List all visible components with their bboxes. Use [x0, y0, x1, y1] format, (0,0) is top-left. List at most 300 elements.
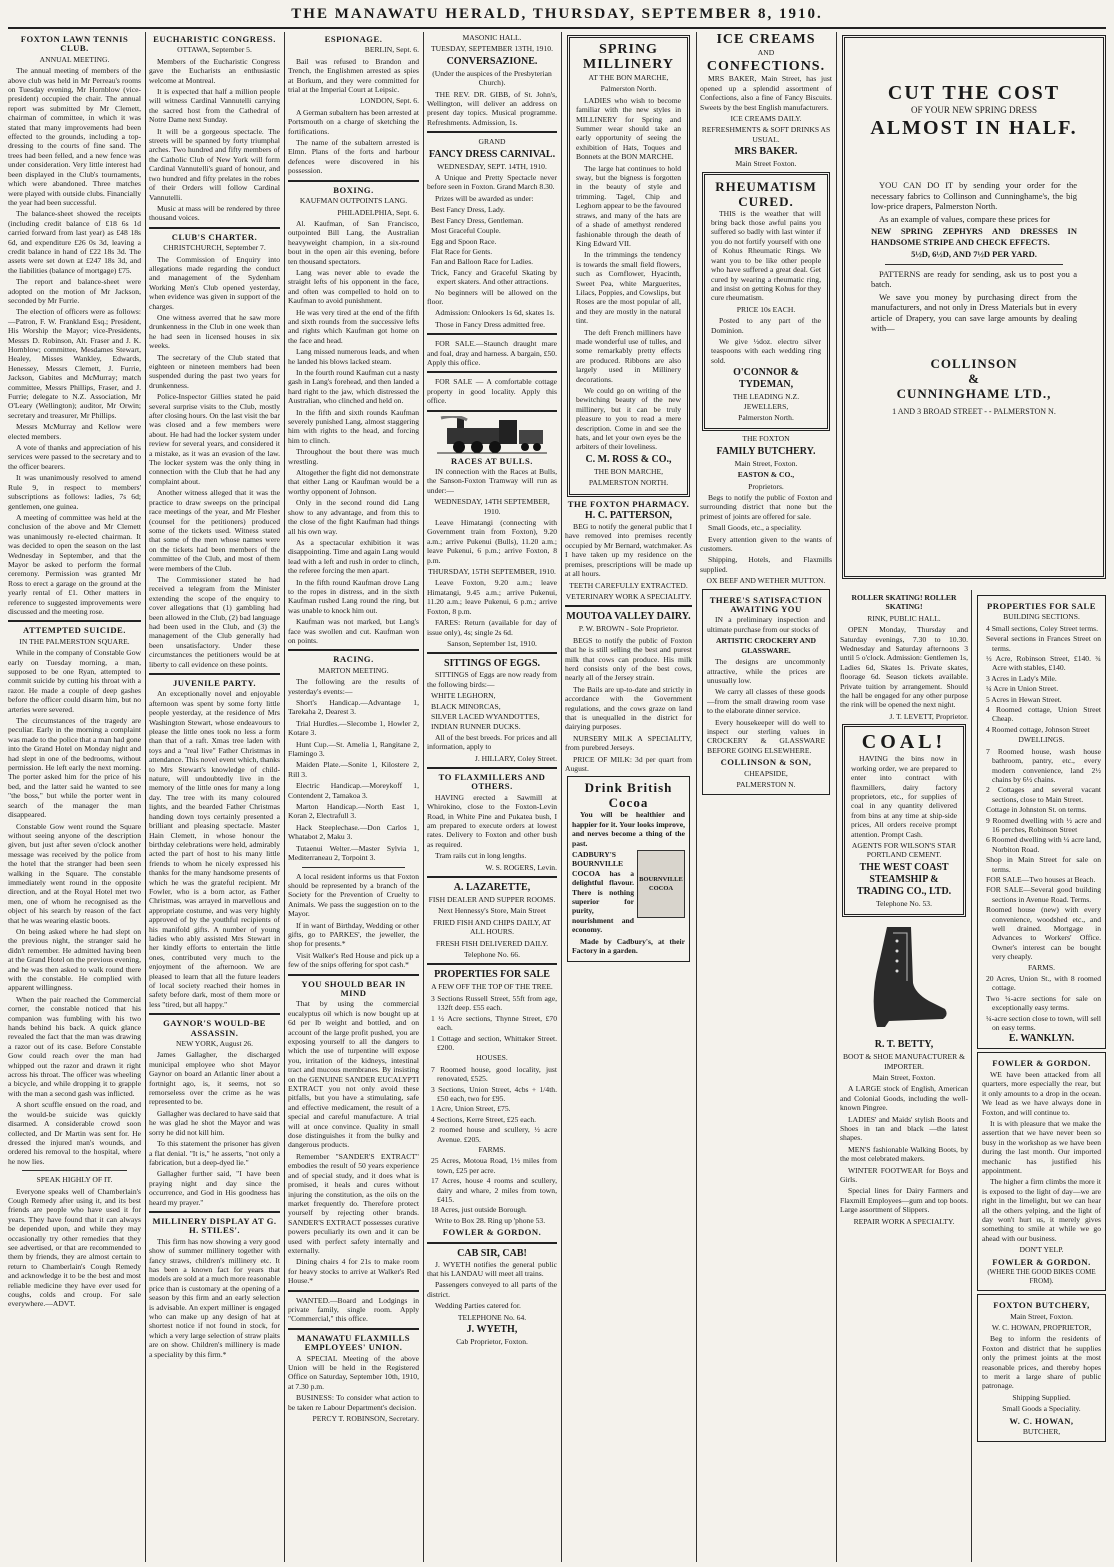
- article-headline: GAYNOR'S WOULD-BE ASSASSIN.: [163, 1018, 266, 1038]
- paragraph: Leave Foxton, 9.20 a.m.; leave Himatangi, 9.45 a.m.; arrive Pukenui, 11.20 a.m.; leave Pukenui, 6 p.m.; arrive Foxton, 8 p.m.: [427, 578, 557, 616]
- list-item: 1 Acre, Union Street, £75.: [431, 1104, 511, 1114]
- paragraph: Shipping, Hotels, and Flaxmills supplied.: [700, 555, 832, 574]
- paragraph: It is with pleasure that we make the assertion that we have never been so busy in the workshop as we have been during the last month. Our imported mechanic has justified his appointment.: [982, 1118, 1101, 1175]
- list-item: 1 Cottage and section, Whittaker Street. £200.: [431, 1033, 557, 1052]
- ad-line: BUTCHER,: [1022, 1427, 1061, 1437]
- ad-line: (WHERE THE GOOD BIKES COME FROM).: [987, 1268, 1096, 1285]
- column-rule: [836, 32, 837, 1562]
- paragraph: IN a preliminary inspection and ultimate purchase from our stocks of: [707, 615, 825, 634]
- paragraph: A Unique and Pretty Spectacle never before seen in Foxton. Grand March 8.30.: [427, 173, 557, 192]
- list-item: 4 Small sections, Coley Street terms.: [986, 623, 1098, 633]
- article-subhead: MARTON MEETING.: [318, 665, 389, 675]
- paragraph: THIS is the weather that will bring back those awful pains you suffered so badly with last winter if you do not fortify yourself with one of Kohus Rheumatic Rings. We want you to be like other people who have suffered a great deal. Get cured by wearing a rheumatic ring, and insist on getting Kohus for they cure rheumatism.: [711, 208, 821, 303]
- article-headline: EUCHARISTIC CONGRESS.: [153, 34, 276, 44]
- ad-line: Cab Proprietor, Foxton.: [456, 1337, 528, 1347]
- paragraph: It was unanimously resolved to amend Rule 9, in respect to members' subscriptions as follows: ladies, 7s 6d; gentlemen, one guinea.: [8, 473, 141, 511]
- paragraph: A German subaltern has been arrested at Portsmouth on a charge of sketching the fortifications.: [288, 107, 419, 136]
- paragraph: This firm has now showing a very good show of summer millinery together with fancy straws, children's millinery etc. It has been a known fact for years that models are sold at a much more reasonable price than is customary at the opening of a season by this firm and an early selection is advisable. An expert milliner is engaged who can make up any design of hat at shortest notice if not found in stock, for which a very large selection of straw plaits are on show. Children's millinery is made a speciality by this firm.*: [149, 1236, 280, 1359]
- notice-heading: MANAWATU FLAXMILLS EMPLOYEES' UNION.: [296, 1332, 411, 1353]
- paragraph: CADBURY'S BOURNVILLE COCOA has a delightful flavour. There is nothing superior for purity, nourishment and economy.: [572, 850, 634, 935]
- divider: [427, 410, 557, 412]
- ad-line: PALMERSTON NORTH.: [588, 478, 669, 488]
- divider: [427, 131, 557, 133]
- paragraph: YOU CAN DO IT by sending your order for the necessary fabrics to Collinson and Cunninghame's, the big low-price drapers, Palmerston North.: [871, 180, 1077, 212]
- paragraph: Passengers conveyed to all parts of the district.: [427, 1280, 557, 1299]
- ad-line: Main Street, Foxton.: [872, 1072, 936, 1082]
- collinson-cunninghame-ad: [842, 35, 1106, 579]
- race-result: Tutaenui Welter.—Master Sylvia 1, Mediterraneau 2, Torpoint 3.: [288, 843, 419, 863]
- paragraph: The secretary of the Club stated that eighteen or nineteen members had been suspended during the past two years for drunkenness.: [149, 352, 280, 390]
- column-7-lower: [840, 592, 968, 1562]
- ad-title: ALMOST IN HALF.: [870, 117, 1078, 140]
- drapery-ad-column: [840, 32, 1108, 587]
- ad-title: FOWLER & GORDON.: [992, 1058, 1091, 1069]
- ad-title: AND: [757, 48, 775, 57]
- paragraph: OPEN Monday, Thursday and Saturday evenings, 7.30 to 10.30. Wednesday and Saturday afternoons 3 until 5 o'clock. Admission: Gentlemen 1s, Ladies 6d, Skates 1s. Private skates, floorage 6d. Season tickets available. Private tuition by arrangement. Should the hall be engaged for any other purpose the rink will be opened the next night.: [840, 625, 968, 710]
- advertiser-name: A. LAZARETTE,: [453, 882, 531, 894]
- paragraph: The deft French milliners have made wonderful use of tulles, and some remarkably pretty effects are produced. Ribbons are also largely used in Millinery decorations.: [576, 327, 681, 384]
- ad-title: MOUTOA VALLEY DAIRY.: [566, 611, 691, 623]
- paragraph: BEGS to notify the public of Foxton that he is still selling the best and purest milk that cows can produce. His milk herd consists only of the best cows, nearly all of the Jersey strain.: [565, 635, 692, 683]
- ad-line: THE LEADING N.Z. JEWELLERS,: [732, 392, 800, 411]
- race-result: Marton Handicap.—North East 1, Koran 2, Electrafull 3.: [288, 802, 419, 821]
- paragraph: Lang was never able to evade the straight lefts of his opponent in the face, and often was compelled to hold on to Kaufman to avoid punishment.: [288, 267, 419, 306]
- paragraph: It is expected that half a million people will witness Cardinal Vannutelli carrying the sacred host from the Cathedral of Notre Dame next Sunday.: [149, 87, 280, 125]
- paragraph: In the fifth round Kaufman drove Lang to the ropes in distress, and in the sixth Kaufman rushed Lang round the ring, but was unable to knock him out.: [288, 577, 419, 615]
- ad-line: REFRESHMENTS & SOFT DRINKS AS USUAL.: [701, 125, 831, 144]
- paragraph: The name of the subaltern arrested is Elmn. Plans of the forts and harbour defences were discovered in his possession.: [288, 138, 419, 176]
- divider: [427, 652, 557, 654]
- paragraph: NEW SPRING ZEPHYRS AND DRESSES IN HANDSOME STRIPE AND CHECK EFFECTS.: [871, 226, 1077, 247]
- paragraph: LADIES' and Maids' stylish Boots and Shoes in tan and black —the latest shapes.: [840, 1114, 968, 1143]
- paragraph: Beg to inform the residents of Foxton and district that he supplies only the primest joints at the most reasonable prices, and thereby hopes to merit a large share of public patronage.: [982, 1334, 1101, 1391]
- paragraph: One witness averred that he saw more drunkenness in the Club in one week than he had seen in licensed houses in six weeks.: [149, 312, 280, 351]
- notice-heading: MASONIC HALL.: [462, 33, 522, 42]
- paragraph: Lang missed numerous leads, and when he landed his blows lacked steam.: [288, 347, 419, 366]
- column-rule: [971, 590, 972, 1562]
- paragraph: A LARGE stock of English, American and Colonial Goods, including the well-known Pingree.: [840, 1084, 968, 1113]
- masthead-rule: [8, 27, 1106, 29]
- paragraph: A SPECIAL Meeting of the above Union will be held in the Registered Office on Saturday, September 10th, 1910, at 7.30 p.m.: [288, 1353, 419, 1391]
- paragraph: PRICE OF MILK: 3d per quart from August.: [565, 754, 692, 773]
- paragraph: Altogether the fight did not demonstrate that either Lang or Kaufman would be a worthy opponent of Johnson.: [288, 468, 419, 496]
- paragraph: When the pair reached the Commercial corner, the constable noticed that his companion was fumbling with his two hands behind his back. A quick glance revealed the fact that the man was drawing a razor out of its case. Before Constable Gow could reach over the man had whipped out the razor and drawn it right across his throat. The officer was wheeling a bicycle, and while dropping it to grapple with the man a second gash was inflicted.: [8, 994, 141, 1098]
- divider: [288, 1328, 419, 1330]
- paragraph: A meeting of committee was held at the conclusion of the above and Mr Clemett was unanimously re-elected chairman. It was decided to open the season on the last Wednesday in September, and that the Mayor be asked to perform the formal ceremony. Permission was granted Mr Ross to erect a garage on the ground at the yearly rental of £1. Other matters in reference to suggested improvements were discussed and the meeting rose.: [8, 512, 141, 616]
- signature: PERCY T. ROBINSON, Secretary.: [312, 1414, 419, 1424]
- paragraph: HAVING the bins now in working order, we are prepared to enter into contract with flaxmillers, dairy factory proprietors, etc., for supplies of coal in any quantity delivered from bins at any time at ship-side prices, All orders receive prompt attention. Prompt Cash.: [851, 754, 957, 839]
- list-item: Cottage in Johnston St. on terms.: [986, 805, 1087, 815]
- paragraph: Another witness alleged that it was the practice to draw sweeps on the principal race meetings of the year, and Mr Flesher (counsel for the petitioners) produced some of the tickets used. Witness stated that some of the men whose names were on the tickets had been members of the committee of the Club, and most of them were members of the Club.: [149, 488, 280, 573]
- paragraph: The annual meeting of members of the above club was held in Mr Perreau's rooms on Tuesday evening, Mr Hornblow (vice-president) occupied the chair. The annual report was submitted by Mr Clemett, chairman of committee, in which it was stated that many improvements had been effected to the grounds, including a top-dressing to the courts of fine sand. The trees had been felled, and a new fence was under consideration. Very little interest had been displayed in the Club's tournaments, which were abandoned. Three matches were played with outside clubs. Financially the year had been successful.: [8, 66, 141, 207]
- paragraph: While in the company of Constable Gow early on Tuesday morning, a man, supposed to be one Ryan, attempted to commit suicide by cutting his throat with a razor. He made a couple of deep gashes before the officer could disarm him, but no arteries were severed.: [8, 648, 141, 714]
- paragraph: The following are the results of yesterday's events:—: [288, 677, 419, 696]
- notice-heading: TO FLAXMILLERS AND OTHERS.: [438, 771, 546, 792]
- list-item: Fan and Balloon Race for Ladies.: [431, 257, 534, 267]
- paragraph: Gallagher further said, "I have been praying night and day since the occurrence, and God in His goodness has heard my prayer.": [149, 1169, 280, 1207]
- paragraph: NURSERY MILK A SPECIALITY, from purebred Jerseys.: [565, 733, 692, 753]
- paragraph: Remember "SANDER'S EXTRACT" embodies the result of 50 years experience and of special study, and it does what is promised, it heals and cures without injuring the constitution, as the oils on the market frequently do. Therefore protect yourself by rejecting other brands. SANDER'S EXTRACT possesses curative powers peculiarly its own and it can be used with perfect safety internally and externally.: [288, 1151, 419, 1255]
- article-subhead: IN THE PALMERSTON SQUARE.: [19, 636, 130, 646]
- divider: [302, 867, 405, 868]
- divider: [288, 1290, 419, 1292]
- paragraph: The circumstances of the tragedy are peculiar. Early in the morning a complaint was made to the police that a man had gone into the Grand Hotel on Monday night and had slept in one of the bedrooms, without permission. He left early the next morning. The porter asked him for the price of his bed, and the latter said he wanted to see "the boss," but while the porter went in search of the manager the man disappeared.: [8, 716, 141, 820]
- article-headline: ATTEMPTED SUICIDE.: [23, 625, 126, 636]
- paragraph: An exceptionally novel and enjoyable afternoon was spent by some forty little people yesterday, at the residence of Mrs Washington Stewart, whose endeavours to please the little ones took no less a form than that of a raft. Xmas tree laden with toys and a "real live" Father Christmas in attendance. This novel event which, thanks to Mrs Stewart's knowledge of child-nature, will undoubtedly live in the memory of the little ones for many a long day. The tree with its many coloured lights, and the bearded Father Christmas handing down toys certainly presented a brilliant and pleasing spectacle. Master Hain Clemett, in whose honour the birthday celebrations were held, admirably acted the part of host to his many little friends to whom he nicely expressed his thanks for the many handsome presents of which he was the grateful recipient. Mr Fowler, who is a born actor, as Father Christmas, was arrayed in marvellous and appropriate costume, and was very highly approved of by the youthful recipients of his manifold gifts. A number of young ladies who ably assisted Mrs Stewart in her kindly efforts to entertain the little ones, contributed very much to the enjoyment of the afternoon. We are pleased to learn that all the future leaders of local society reached their homes in safety before dark, most of them more or less "tired, but all happy.": [149, 689, 280, 1009]
- paragraph: Every attention given to the wants of customers.: [700, 534, 832, 554]
- ad-line: RINK, PUBLIC HALL.: [867, 613, 941, 623]
- list-item: 3 Sections Russell Street, 55ft from age, 132ft deep. £55 each.: [431, 993, 557, 1013]
- column-rule: [561, 32, 562, 1562]
- ad-title: RHEUMATISM CURED.: [715, 178, 817, 209]
- list-item: 18 Acres, just outside Borough.: [431, 1205, 527, 1215]
- ad-title: COAL!: [861, 731, 947, 754]
- boot-illustration: [859, 923, 949, 1033]
- ad-title: FOXTON BUTCHERY,: [993, 1300, 1090, 1311]
- paragraph: As a spectacular exhibition it was disappointing. Time and again Lang would lead with a left and rush in order to clinch, the referee forcing the men apart.: [288, 537, 419, 576]
- paragraph: LADIES who wish to become familiar with the new styles in MILLINERY for Spring and Summer wear should take an early opportunity of seeing the exhibition of Hats, Toques and Bonnets at the BON MARCHE.: [576, 95, 681, 162]
- prize-list: [427, 205, 557, 286]
- ad-line: PALMERSTON N.: [736, 779, 796, 789]
- paragraph: Visit Walker's Red House and pick up a few of the snips offering for spot cash.*: [288, 950, 419, 970]
- ad-line: Telephone No. 53.: [876, 898, 932, 908]
- ad-title: CUT THE COST: [887, 82, 1061, 104]
- paragraph: The higher a firm climbs the more it is exposed to the light of day—we are right in the limelight, but we can hear all the others yelping, and the light of day won't hurt us, it merely gives something to smile at while we go ahead with our business.: [982, 1177, 1101, 1243]
- notice-date: THURSDAY, 15TH SEPTEMBER, 1910.: [428, 567, 556, 577]
- column-2: [149, 32, 280, 1562]
- ad-line: Proprietors.: [748, 481, 784, 491]
- ad-line: AT THE BON MARCHE,: [588, 73, 669, 82]
- ad-line: A FEW OFF THE TOP OF THE TREE.: [431, 982, 553, 992]
- ad-title: ICE CREAMS: [716, 32, 816, 47]
- classified-ad: FOR SALE — A comfortable cottage property in good locality. Apply this office.: [427, 377, 557, 406]
- paragraph: J. WYETH notifies the general public that his LANDAU will meet all trains.: [427, 1259, 557, 1279]
- signature: FOWLER & GORDON.: [442, 1227, 542, 1238]
- list-item: 4 Roomed cottage, Union Street Cheap.: [986, 705, 1101, 724]
- paragraph: Tram rails cut in long lengths.: [435, 851, 527, 861]
- article-subhead: KAUFMAN OUTPOINTS LANG.: [299, 196, 408, 206]
- steam-locomotive-illustration: [437, 416, 547, 454]
- article-headline: JUVENILE PARTY.: [172, 678, 257, 688]
- divider: [288, 649, 419, 651]
- paragraph: Constable Gow went round the Square without seeing anyone of the description given, but just after seven o'clock another message was received by the police from the hotel that the stranger had been seen walking in the Square. The constable immediately went round in the opposite direction, and at the Royal Hotel met two men, one of whom he recognised as the object of his search by reason of the fact that he was wearing elastic boots.: [8, 821, 141, 925]
- divider: [427, 371, 557, 373]
- ad-title: FAMILY BUTCHERY.: [716, 445, 816, 457]
- ad-title: CONFECTIONS.: [706, 59, 826, 75]
- paragraph: He was very tired at the end of the fifth and sixth rounds from the successive lefts and rights which Kaufman got home on the face and head.: [288, 307, 419, 345]
- divider: [427, 963, 557, 965]
- divider: [149, 1211, 280, 1213]
- article-headline: FOXTON LAWN TENNIS CLUB.: [20, 34, 129, 54]
- signature: E. WANKLYN.: [1008, 1033, 1075, 1045]
- list-item: 25 Acres, Motoua Road, 1½ miles from town, £25 per acre.: [431, 1156, 557, 1175]
- bon-marche-ad: [567, 35, 690, 497]
- paragraph: If in want of Birthday, Wedding or other gifts, go to PARKES', the jeweller, the shop for presents.*: [288, 920, 419, 949]
- list-item: Trick, Fancy and Graceful Skating by expert skaters. And other attractions.: [431, 267, 557, 287]
- paragraph: Made by Cadbury's, at their Factory in a garden.: [572, 936, 685, 956]
- ad-line: Telephone No. 66.: [464, 950, 520, 960]
- list-item: Roomed house (new) with every convenience, woodshed etc., and well drained. Mortgage in Advances to Workers' Office. Owner's interest can be bought very cheaply.: [986, 905, 1101, 962]
- paragraph: Admission: Onlookers 1s 6d, skates 1s.: [435, 308, 555, 318]
- paragraph: Al. Kaufman, of San Francisco, outpointed Bill Lang, the Australian heavyweight champion, in a six-round bout in the open air this evening, before ten thousand spectators.: [288, 218, 419, 266]
- foxton-butchery-ad: [977, 1294, 1106, 1442]
- article-subhead: SPEAK HIGHLY OF IT.: [36, 1175, 113, 1185]
- race-result: Maiden Plate.—Sonite 1, Kilostere 2, Rill 3.: [288, 760, 419, 779]
- list-item: Several sections in Frances Street on terms.: [986, 634, 1101, 653]
- paragraph: No beginners will be allowed on the floor.: [427, 287, 557, 306]
- paragraph: The large hat continues to hold sway, but the bigness is forgotten in the beauty of style and trimming. Tagel, Chip and Leghorn appear to be the favoured straws, and many of the hats are of a shade of amethyst rendered fashionable through the death of King Edward VII.: [576, 163, 681, 248]
- column-rule: [284, 32, 285, 1562]
- list-item: Best Fancy Dress, Lady.: [431, 205, 505, 215]
- divider: [22, 1170, 127, 1171]
- paragraph: WINTER FOOTWEAR for Boys and Girls.: [840, 1165, 968, 1185]
- paragraph: WE have been attacked from all quarters, more especially the rear, but it only amounts to a drop in the ocean. We lead as we have always done in Foxton, and will continue to.: [982, 1069, 1101, 1117]
- list-item: Best Fancy Dress, Gentleman.: [431, 215, 524, 225]
- paragraph: That by using the commercial eucalyptus oil which is now bought up at 6d per lb weight and bottled, and on account of the large profit pushed, you are exposing yourself to all the dangers to which the use of turpentine will expose you, irritation of the kidneys, intestinal tract and mucous membranes. By insisting on the GENUINE SANDER EUCALYPTI EXTRACT you not only avoid these pitfalls, but you have a stimulating, safe and effective medicament, the result of a special and careful manufacture. A trial will at once convince. Quality in small dose distinguishes it from the bulky and dangerous products.: [288, 999, 419, 1150]
- column-3: [288, 32, 419, 1562]
- ad-body: [871, 180, 1077, 334]
- ad-line: W. C. HOWAN, PROPRIETOR,: [991, 1323, 1092, 1332]
- list-item: 9 Roomed dwelling with ½ acre and 16 perches, Robinson Street: [986, 815, 1101, 834]
- paragraph: Small Goods, etc., a speciality.: [708, 523, 802, 533]
- race-result: Trial Hurdles.—Slecombe 1, Howler 2, Kotare 3.: [288, 718, 419, 738]
- paragraph: The designs are uncommonly attractive, while the prices are unusually low.: [707, 657, 825, 685]
- paragraph: As an example of values, compare these prices for: [879, 213, 1051, 224]
- paragraph: Every housekeeper will do well to inspect our sterling values in CROCKERY & GLASSWARE BEFORE GOING ELSEWHERE.: [707, 717, 825, 755]
- signature: J. HILLARY, Coley Street.: [474, 753, 557, 763]
- ad-title: THE FOXTON PHARMACY.: [567, 498, 690, 509]
- paragraph: It will be a gorgeous spectacle. The streets will be spanned by forty triumphal arches. Two hundred and fifty members of the Catholic Club of New York will form Cardinal Vannutelli's guard of honour, and two hundred and fifty prelates in the robes of their Orders will follow Cardinal Vannutelli.: [149, 126, 280, 202]
- paragraph: All of the best breeds. For prices and all information, apply to: [427, 732, 557, 752]
- ad-title: Drink British Cocoa: [584, 780, 673, 811]
- ad-line: FRESH FISH DELIVERED DAILY.: [435, 938, 549, 948]
- paragraph: The Commission of Enquiry into allegations made regarding the conduct and management of the Sydenham Working Men's Club opened yesterday, when evidence was given in support of the charges.: [149, 254, 280, 311]
- signature: CUNNINGHAME LTD.,: [896, 385, 1052, 401]
- signature: COLLINSON & SON,: [720, 757, 812, 768]
- column-4: [427, 32, 557, 1562]
- list-item: 7 Roomed house, good locality, just renovated, £525.: [431, 1064, 557, 1084]
- ad-line: FARMS.: [1027, 962, 1056, 972]
- ad-line: Main Street, Foxton.: [734, 458, 798, 468]
- paragraph: We could go on writing of the bewitching beauty of the new millinery, but it can be truly pleasure to you to read a mere description. Come in and see the hats, and let your own eyes be the arbiters of their loveliness.: [576, 386, 681, 452]
- signature: W. C. HOWAN,: [1009, 1415, 1074, 1426]
- list-item: 1 ½ Acre sections, Thynne Street, £70 each.: [431, 1013, 557, 1033]
- list-item: ½ Acre, Robinson Street, £140. ¾ Acre with stables, £140.: [986, 654, 1101, 673]
- ad-line: BUILDING SECTIONS.: [1003, 612, 1080, 622]
- paragraph: The Commissioner stated he had received a telegram from the Minister extending the scope of the enquiry to cover allegations that (1) gambling had been allowed in the Club, (2) bad language had been used in the Club, and (3) the management of the Club generally had been unsatisfactory. Under these circumstances the petitioners would be at liberty to call evidence on these points.: [149, 574, 280, 669]
- notice-title: CAB SIR, CAB!: [457, 1247, 527, 1259]
- paragraph: James Gallagher, the discharged municipal employee who shot Mayor Gaynor on board an Atlantic liner about a fortnight ago, is, it seems, not so remorseless over the crime as he was represented to be.: [149, 1050, 280, 1107]
- list-item: 3 Acres in Lady's Mile.: [986, 673, 1057, 683]
- signature: MRS BAKER.: [734, 146, 798, 158]
- list-item: 2 roomed house and scullery, ½ acre Avenue. £205.: [431, 1125, 557, 1144]
- list-item: FOR SALE—Two houses at Beach.: [986, 874, 1096, 884]
- paragraph: Write to Box 28. Ring up 'phone 53.: [435, 1215, 546, 1225]
- rheumatism-ad: [702, 172, 830, 432]
- ad-line: VETERINARY WORK A SPECIALITY.: [565, 591, 692, 601]
- advertiser-name: EASTON & CO.,: [737, 470, 795, 480]
- ad-title: THERE'S SATISFACTION AWAITING YOU: [709, 594, 823, 615]
- list-item: 5 Acres in Hewan Street.: [986, 694, 1062, 704]
- signature: J. WYETH,: [466, 1324, 518, 1336]
- notice-footer: Sanson, September 1st, 1910.: [447, 638, 537, 648]
- ad-line: THE BON MARCHE,: [594, 466, 663, 476]
- ad-line: OX BEEF AND WETHER MUTTON.: [706, 576, 826, 586]
- ad-line: ARTISTIC CROCKERY AND GLASSWARE.: [715, 636, 817, 655]
- paragraph: MEN'S fashionable Walking Boots, by the most celebrated makers.: [840, 1144, 968, 1164]
- divider: [427, 1242, 557, 1244]
- column-8-lower: [975, 592, 1108, 1562]
- ad-title: THE FOXTON: [742, 434, 790, 444]
- article-headline: MILLINERY DISPLAY AT G. H. STILES'.: [152, 1215, 277, 1236]
- paragraph: THE REV. DR. GIBB, of St. John's, Wellington, will deliver an address on present day topics. Musical programme. Refreshments. Admission, 1s.: [427, 89, 557, 127]
- list-item: Egg and Spoon Race.: [431, 236, 497, 246]
- fowler-gordon-ad: [977, 1052, 1106, 1291]
- notice-heading: RACES AT BULLS.: [451, 455, 533, 466]
- paragraph: FARES: Return (available for day of issue only), 4s; single 2s 6d.: [427, 618, 557, 637]
- ad-line: HOUSES.: [476, 1053, 508, 1063]
- paragraph: Members of the Eucharistic Congress gave the Eucharists an enthusiastic welcome at Montreal.: [149, 56, 280, 85]
- ad-title: ROLLER SKATING! ROLLER SKATING!: [851, 593, 957, 612]
- article-headline: ESPIONAGE.: [324, 34, 383, 44]
- divider: [149, 1013, 280, 1015]
- paragraph: Gallagher was declared to have said that he was glad he shot the Mayor and was sorry he did not kill him.: [149, 1108, 280, 1137]
- paragraph: We save you money by purchasing direct from the manufacturers, and not only in Dress Materials but in every article of Drapery, you can save large amounts by dealing with—: [871, 291, 1077, 334]
- article-headline: CLUB'S CHARTER.: [171, 231, 258, 242]
- divider: [149, 673, 280, 675]
- article-headline: BOXING.: [333, 184, 374, 195]
- signature: C. M. ROSS & CO.,: [585, 453, 672, 465]
- divider: [8, 620, 141, 622]
- list-item: 20 Acres, Union St., with 8 roomed cottage.: [986, 974, 1101, 993]
- list-item: SILVER LACED WYANDOTTES,: [431, 711, 540, 721]
- paragraph: Dining chairs 4 for 21s to make room for heavy stocks to arrive at Walker's Red House.*: [288, 1257, 419, 1286]
- ad-line: TELEPHONE No. 64.: [457, 1312, 527, 1322]
- divider: [565, 605, 692, 607]
- paragraph: Messrs McMurray and Kellow were elected members.: [8, 422, 141, 441]
- race-result: Hack Steeplechase.—Don Carlos 1, Whatabot 2, Maku 3.: [288, 822, 419, 842]
- list-item: INDIAN RUNNER DUCKS.: [431, 722, 521, 732]
- wanklyn-properties-ad: [977, 595, 1106, 1049]
- divider: [149, 227, 280, 229]
- column-rule: [696, 32, 697, 1562]
- paragraph: You will be healthier and happier for it. Your looks improve, and nerves become a thing of the past.: [572, 810, 685, 848]
- paragraph: BEG to notify the general public that I have removed into premises recently occupied by Mr Bernard, watchmaker. As I have taken up my residence on the premises, prescriptions will be made up at all hours.: [565, 522, 692, 579]
- signature: W. S. ROGERS, Levin.: [485, 862, 557, 872]
- column-rule: [423, 32, 424, 1562]
- notice-title: FANCY DRESS CARNIVAL.: [428, 148, 556, 160]
- cocoa-tin-illustration: BOURNVILLE COCOA: [637, 850, 685, 918]
- paragraph: Prizes will be awarded as under:: [435, 193, 534, 203]
- ad-line: PRICE 10s EACH.: [736, 304, 796, 314]
- dateline: NEW YORK, August 26.: [176, 1039, 253, 1049]
- race-result: Electric Handicap.—Moreykoff 1, Contendent 2, Tamakoa 3.: [288, 781, 419, 800]
- article-headline: YOU SHOULD BEAR IN MIND: [301, 978, 406, 998]
- ad-line: Shipping Supplied.: [1012, 1392, 1071, 1402]
- dateline: CHRISTCHURCH, September 7.: [163, 243, 266, 253]
- classified-ad: FOR SALE.—Staunch draught mare and foal, dray and harness. A bargain, £50. Apply this office.: [427, 339, 557, 367]
- cadbury-cocoa-ad: [567, 776, 690, 961]
- divider: [427, 876, 557, 878]
- divider: [427, 333, 557, 335]
- paragraph: Special lines for Dairy Farmers and Flaxmill Employees—gum and top boots. Large assortment of Slippers.: [840, 1186, 968, 1215]
- paragraph: A local resident informs us that Foxton should be represented by a branch of the Society for the Prevention of Cruelty to Animals. We pass the suggestion on to the Mayor.: [288, 871, 419, 919]
- ad-line: Main Street Foxton.: [735, 159, 797, 169]
- ad-line: CHEAPSIDE,: [744, 768, 788, 778]
- list-item: WHITE LEGHORN,: [431, 691, 496, 701]
- ad-title: SPRING MILLINERY: [583, 42, 674, 72]
- divider: [288, 180, 419, 182]
- ad-line: P. W. BROWN - Sole Proprietor.: [578, 624, 679, 634]
- paragraph: SITTINGS of Eggs are now ready from the following birds:—: [427, 670, 557, 689]
- ad-line: ICE CREAMS DAILY.: [730, 114, 802, 124]
- column-5: [565, 32, 692, 1562]
- paragraph: Everyone speaks well of Chamberlain's Cough Remedy after using it, and its best friends are people who have used it for years. They have found that it can always be depended upon, and while they may occasionally try other remedies that they see advertised, or that are recommended to them by friends, they are almost certain to return to Chamberlain's Cough Remedy and acknowledge it to be the best and most reliable medicine they have ever used for coughs, colds and croup. For sale everywhere.—ADVT.: [8, 1186, 141, 1309]
- classified-ad: WANTED.—Board and Lodgings in private family, single room. Apply "Commercial," this office.: [288, 1295, 419, 1324]
- paragraph: Police-Inspector Gillies stated he paid several surprise visits to the Club, mostly after closing hours. On the last visit the bar was closed and a few members were about. He had had the locker system under review for several years, and considered it a mistake, as it was an evasion of the law. The locker system was the only thing in connection with the Club that he had any complaint about.: [149, 392, 280, 486]
- paragraph: Begs to notify the public of Foxton and surrounding district that none but the primest of joints are offered for sale.: [700, 493, 832, 521]
- ad-line: Palmerston North.: [600, 84, 657, 94]
- coal-ad: [842, 724, 966, 917]
- paragraph: BUSINESS: To consider what action to be taken re Labour Department's decision.: [288, 1393, 419, 1412]
- list-item: 17 Acres, house 4 rooms and scullery, dairy and whare, 2 miles from town, £415.: [431, 1176, 557, 1204]
- paragraph: Throughout the bout there was much wrestling.: [288, 447, 419, 466]
- divider: [288, 974, 419, 976]
- paragraph: The balance-sheet showed the receipts (including credit balance of £18 6s 1d carried forward from last year) as £48 18s 6d, and expenditure £26 0s 3d, leaving a credit balance in hand of £22 18s 3d. The assets were set down at £247 18s 3d, and the liabilities (balance of mortgage) £75.: [8, 209, 141, 275]
- ad-title: PROPERTIES FOR SALE: [987, 601, 1096, 611]
- race-result: Short's Handicap.—Advantage 1, Tarekaha 2, Dearest 3.: [288, 698, 419, 717]
- signature: J. T. LEVETT, Proprietor.: [889, 711, 968, 721]
- article-subhead: ANNUAL MEETING.: [39, 54, 110, 64]
- list-item: 7 Roomed house, wash house bathroom, pantry, etc., every modern convenience, land 2½ chains by 6½ chains.: [986, 746, 1101, 784]
- ad-line: 1 AND 3 BROAD STREET - - PALMERSTON N.: [892, 406, 1056, 416]
- paragraph: The election of officers were as follows:—Patron, F. W. Frankland Esq.; President, His Worship the Mayor; vice-Presidents, Messrs D. Robinson, Alt. Fraser and J. K. Hornblow; committee, Mesdames Stewart, Healey, Misses Wankley, Edwards, Henessey, Messrs Clemett, J. Furrie, Jackson, Gabites and McMurray; match committee, Messrs Phillips, Fraser, and J. Furrie; delegate to N.Z. Association, Mr O'Leary (Wellington); auditor, Mr Orwin; secretary and treasurer, Mr Phillips.: [8, 307, 141, 420]
- paragraph: A vote of thanks and appreciation of his services were passed to the secretary and to the officer bearers.: [8, 443, 141, 471]
- ad-line: FRIED FISH AND CHIPS DAILY, AT ALL HOURS.: [432, 917, 552, 937]
- ad-line: DWELLINGS.: [1018, 735, 1065, 745]
- paragraph: The Bails are up-to-date and strictly in accordance with the Government regulations, and the cows graze on land that is unequalled in the district for dairying purposes.: [565, 684, 692, 732]
- dateline: OTTAWA, September 5.: [177, 45, 252, 55]
- list-item: 4 Sections, Kerre Street, £25 each.: [431, 1114, 537, 1124]
- notice-subhead: (Under the auspices of the Presbyterian Church).: [432, 68, 552, 88]
- paragraph: In the fourth round Kaufman cut a nasty gash in Lang's forehead, and then landed a hard right to the jaw, which distressed the Australian, who clinched and held on.: [288, 368, 419, 406]
- paragraph: Leave Himatangi (connecting with Government train from Foxton), 9.20 a.m.; arrive Pukenui (Bulls), 11.20 a.m.; leave Pukenui, 6 p.m.; arrive Foxton, 8 p.m.: [427, 518, 557, 565]
- list-item: Shop in Main Street for sale on terms.: [986, 855, 1101, 874]
- signature: COLLINSON: [930, 355, 1018, 371]
- paragraph: Those in Fancy Dress admitted free.: [435, 319, 546, 329]
- ad-line: REPAIR WORK A SPECIALTY.: [853, 1216, 955, 1226]
- ad-line: DON'T YELP.: [1019, 1245, 1064, 1255]
- ad-line: Next Hennessy's Store, Main Street: [438, 906, 546, 916]
- column-rule: [145, 32, 146, 1562]
- paragraph: A short scuffle ensued on the road, and the would-be suicide was quickly disarmed. A considerable crowd soon collected, and Dr Martin was sent for. He dressed the injured man's wounds, and ordered his removal to the hospital, where he now lies.: [8, 1100, 141, 1166]
- column-6: [700, 32, 832, 1562]
- dateline: PHILADELPHIA, Sept. 6.: [337, 207, 419, 217]
- list-item: Flat Race for Gents.: [431, 246, 493, 256]
- ad-body: [572, 850, 685, 937]
- paragraph: On being asked where he had slept on the previous night, the stranger said he didn't remember. He admitted having been at the Grand Hotel on the previous evening, and he was then asked to walk round there with the constable. He complied with apparent willingness.: [8, 926, 141, 993]
- ad-line: BOOT & SHOE MANUFACTURER & IMPORTER.: [842, 1052, 966, 1071]
- ad-line: FARMS.: [478, 1144, 506, 1154]
- list-item: Two ¼-acre sections for sale on exceptionally easy terms.: [986, 993, 1101, 1013]
- list-item: 2 Cottages and several vacant sections, close to Main Street.: [986, 785, 1101, 804]
- divider: [427, 767, 557, 769]
- advertiser-name: R. T. BETTY,: [874, 1039, 934, 1051]
- race-result: Hunt Cup.—St. Amelia 1, Rangitane 2, Flamingo 3.: [288, 739, 419, 759]
- ad-line: AGENTS FOR WILSON'S STAR PORTLAND CEMENT.: [851, 840, 957, 860]
- price-line: 5½D, 6½D, AND 7½D PER YARD.: [911, 249, 1037, 260]
- ad-line: FISH DEALER AND SUPPER ROOMS.: [428, 895, 556, 905]
